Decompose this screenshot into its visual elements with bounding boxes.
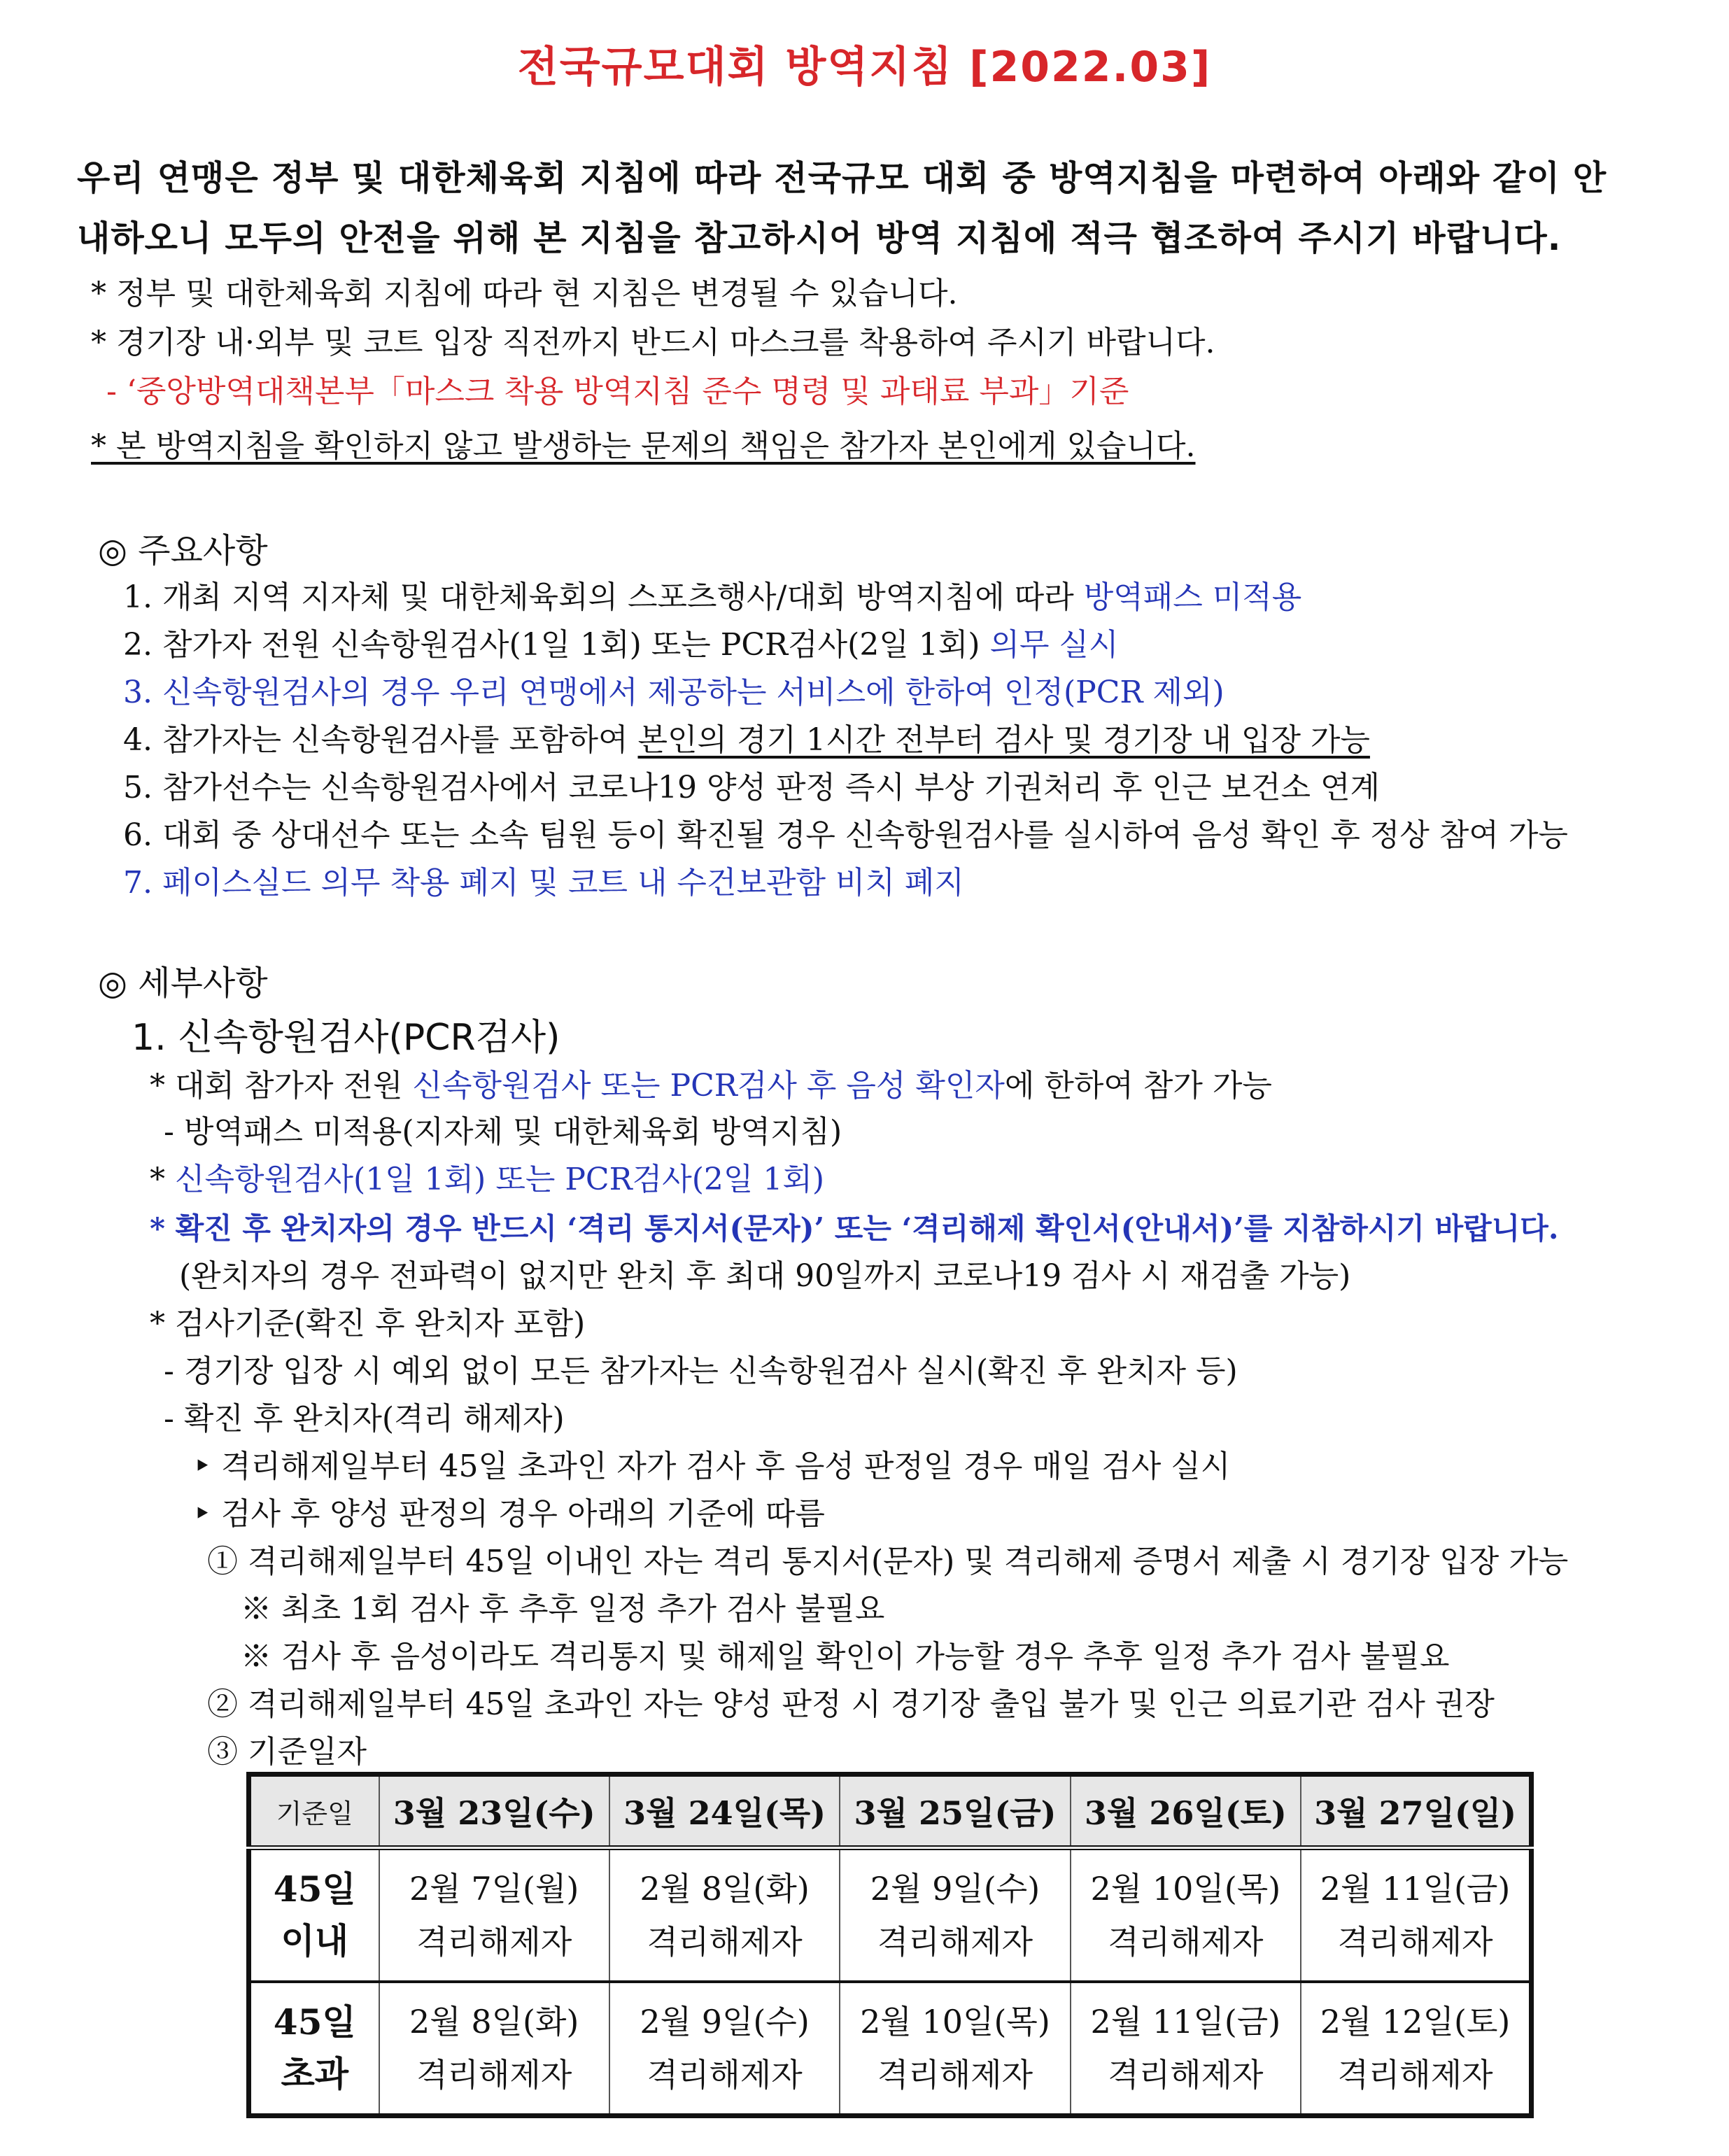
intro-paragraph xyxy=(77,148,1686,269)
detail-line-4: * 확진 후 완치자의 경우 반드시 ‘격리 통지서(문자)’ 또는 ‘격리해제 확인서(안내서)’를 지참하시기 바랍니다. xyxy=(150,1211,1559,1246)
page-title: 전국규모대회 방역지침 [2022.03] xyxy=(517,43,1212,92)
reference-date-table xyxy=(246,1772,1534,2118)
detail-line-8: - 확진 후 완치자(격리 해제자) xyxy=(164,1401,565,1437)
table-row xyxy=(249,1982,1532,2116)
detail-line-2: - 방역패스 미적용(지자체 및 대한체육회 방역지침) xyxy=(164,1114,842,1150)
table-cell: 2월 7일(월) 격리해제자 xyxy=(379,1848,609,1982)
table-row xyxy=(249,1848,1532,1982)
main-item-7: 7. 페이스실드 의무 착용 폐지 및 코트 내 수건보관함 비치 폐지 xyxy=(123,865,964,901)
detail-line-15: ③ 기준일자 xyxy=(207,1734,367,1770)
table-cell: 2월 8일(화) 격리해제자 xyxy=(379,1982,609,2116)
table-header-cell: 3월 24일(목) xyxy=(609,1775,840,1848)
detail-line-7: - 경기장 입장 시 예외 없이 모든 참가자는 신속항원검사 실시(확진 후 완치자 등) xyxy=(164,1353,1238,1389)
detail-line-9: ‣ 격리해제일부터 45일 초과인 자가 검사 후 음성 판정일 경우 매일 검사 실시 xyxy=(193,1449,1231,1484)
detail-line-10: ‣ 검사 후 양성 판정의 경우 아래의 기준에 따름 xyxy=(193,1496,825,1532)
main-item-5: 5. 참가선수는 신속항원검사에서 코로나19 양성 판정 즉시 부상 기권처리 후 인근 보건소 연계 xyxy=(123,770,1380,805)
subsection-title: 1. 신속항원검사(PCR검사) xyxy=(132,1017,560,1059)
table-header-row xyxy=(249,1775,1532,1848)
table-cell: 2월 12일(토) 격리해제자 xyxy=(1301,1982,1531,2116)
table-header-cell: 3월 23일(수) xyxy=(379,1775,609,1848)
detail-line-1: * 대회 참가자 전원 신속항원검사 또는 PCR검사 후 음성 확인자에 한하여 참가 가능 xyxy=(150,1068,1272,1104)
row-label-over-45: 45일 초과 xyxy=(249,1982,379,2116)
section-heading-detail: ◎ 세부사항 xyxy=(98,964,268,1003)
detail-line-6: * 검사기준(확진 후 완치자 포함) xyxy=(150,1306,586,1341)
table-cell: 2월 8일(화) 격리해제자 xyxy=(609,1848,840,1982)
intro-line-1: 우리 연맹은 정부 및 대한체육회 지침에 따라 전국규모 대회 중 방역지침을 마련하여 아래와 같이 안 xyxy=(77,158,1607,198)
note-3: - ‘중앙방역대책본부「마스크 착용 방역지침 준수 명령 및 과태료 부과」기준 xyxy=(106,374,1129,409)
main-item-3: 3. 신속항원검사의 경우 우리 연맹에서 제공하는 서비스에 한하여 인정(PCR 제외) xyxy=(123,675,1225,710)
table-header-cell: 3월 27일(일) xyxy=(1301,1775,1531,1848)
table-header-cell: 3월 25일(금) xyxy=(840,1775,1070,1848)
detail-line-14: ② 격리해제일부터 45일 초과인 자는 양성 판정 시 경기장 출입 불가 및 인근 의료기관 검사 권장 xyxy=(207,1686,1495,1722)
table-cell: 2월 10일(목) 격리해제자 xyxy=(840,1982,1070,2116)
table-cell: 2월 9일(수) 격리해제자 xyxy=(609,1982,840,2116)
note-1: * 정부 및 대한체육회 지침에 따라 현 지침은 변경될 수 있습니다. xyxy=(91,276,958,311)
detail-line-12: ※ 최초 1회 검사 후 추후 일정 추가 검사 불필요 xyxy=(241,1591,885,1627)
intro-line-2: 내하오니 모두의 안전을 위해 본 지침을 참고하시어 방역 지침에 적극 협조하여 주시기 바랍니다. xyxy=(77,218,1562,258)
main-item-6: 6. 대회 중 상대선수 또는 소속 팀원 등이 확진될 경우 신속항원검사를 실시하여 음성 확인 후 정상 참여 가능 xyxy=(123,817,1568,853)
main-item-1: 1. 개최 지역 지자체 및 대한체육회의 스포츠행사/대회 방역지침에 따라 방역패스 미적용 xyxy=(123,579,1302,615)
section-heading-main: ◎ 주요사항 xyxy=(98,531,268,570)
table-cell: 2월 11일(금) 격리해제자 xyxy=(1301,1848,1531,1982)
table-cell: 2월 10일(목) 격리해제자 xyxy=(1071,1848,1301,1982)
main-item-4: 4. 참가자는 신속항원검사를 포함하여 본인의 경기 1시간 전부터 검사 및 경기장 내 입장 가능 xyxy=(123,722,1370,758)
table-cell: 2월 11일(금) 격리해제자 xyxy=(1071,1982,1301,2116)
table-cell: 2월 9일(수) 격리해제자 xyxy=(840,1848,1070,1982)
row-label-within-45: 45일 이내 xyxy=(249,1848,379,1982)
detail-line-5: (완치자의 경우 전파력이 없지만 완치 후 최대 90일까지 코로나19 검사 시 재검출 가능) xyxy=(179,1258,1351,1294)
note-4: * 본 방역지침을 확인하지 않고 발생하는 문제의 책임은 참가자 본인에게 있습니다. xyxy=(91,428,1196,464)
detail-line-11: ① 격리해제일부터 45일 이내인 자는 격리 통지서(문자) 및 격리해제 증명서 제출 시 경기장 입장 가능 xyxy=(207,1544,1569,1579)
detail-line-13: ※ 검사 후 음성이라도 격리통지 및 해제일 확인이 가능할 경우 추후 일정 추가 검사 불필요 xyxy=(241,1639,1450,1675)
table-header-cell: 3월 26일(토) xyxy=(1071,1775,1301,1848)
table-key-header: 기준일 xyxy=(249,1775,379,1848)
detail-line-3: * 신속항원검사(1일 1회) 또는 PCR검사(2일 1회) xyxy=(150,1162,825,1197)
note-2: * 경기장 내·외부 및 코트 입장 직전까지 반드시 마스크를 착용하여 주시기 바랍니다. xyxy=(91,325,1215,360)
main-item-2: 2. 참가자 전원 신속항원검사(1일 1회) 또는 PCR검사(2일 1회) 의무 실시 xyxy=(123,627,1119,663)
